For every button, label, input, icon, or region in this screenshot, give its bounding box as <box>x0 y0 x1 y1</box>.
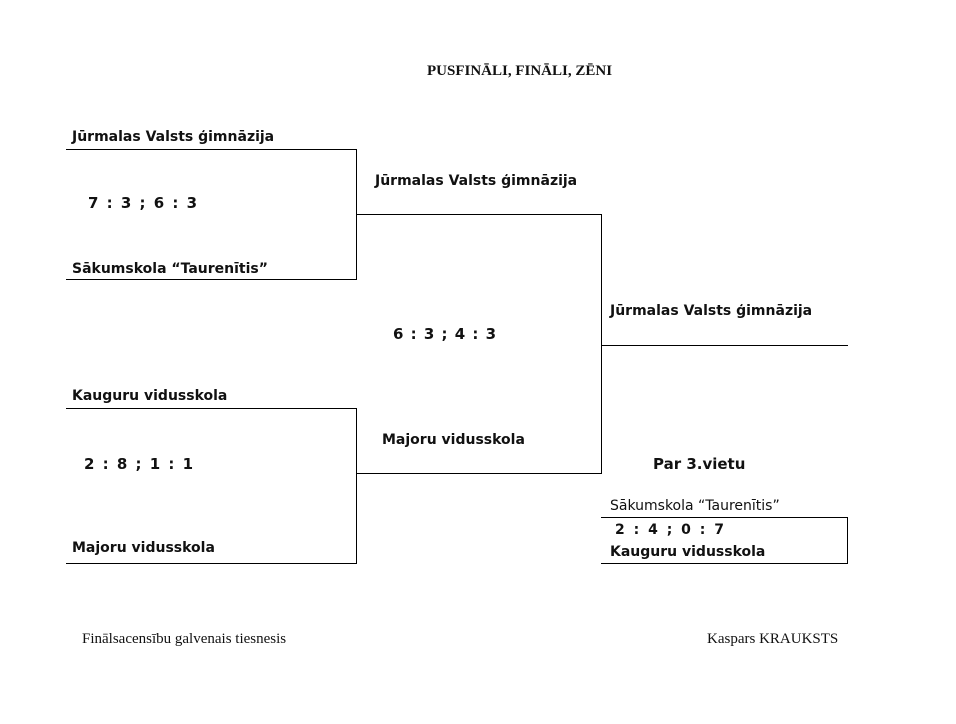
third-place-score: 2 : 4 ; 0 : 7 <box>615 522 725 538</box>
third-place-top-line <box>601 517 848 518</box>
final-bracket <box>601 214 602 474</box>
semifinal-2-team-a: Kauguru vidusskola <box>72 388 228 404</box>
third-place-bracket <box>847 517 848 563</box>
footer-role: Finālsacensību galvenais tiesnesis <box>82 631 287 647</box>
semifinal-2-score: 2 : 8 ; 1 : 1 <box>84 455 194 473</box>
semifinal-1-team-b: Sākumskola “Taurenītis” <box>72 261 268 277</box>
third-place-team-a: Sākumskola “Taurenītis” <box>610 498 780 514</box>
semifinal-1-top-line <box>66 149 356 150</box>
semifinal-1-team-a: Jūrmalas Valsts ģimnāzija <box>72 129 275 145</box>
third-place-bottom-line <box>601 563 848 564</box>
semifinal-1-score: 7 : 3 ; 6 : 3 <box>88 194 198 212</box>
semifinal-1-winner-line <box>356 214 601 215</box>
semifinal-2-winner-line <box>356 473 601 474</box>
semifinal-2-top-line <box>66 408 356 409</box>
final-score: 6 : 3 ; 4 : 3 <box>393 325 497 343</box>
semifinal-2-bracket <box>356 408 357 564</box>
third-place-heading: Par 3.vietu <box>653 455 746 473</box>
footer-name: Kaspars KRAUKSTS <box>707 631 839 647</box>
semifinal-2-bottom-line <box>66 563 356 564</box>
semifinal-2-winner: Majoru vidusskola <box>382 432 525 448</box>
third-place-team-b: Kauguru vidusskola <box>610 544 766 560</box>
semifinal-1-winner: Jūrmalas Valsts ģimnāzija <box>375 173 578 189</box>
semifinal-2-team-b: Majoru vidusskola <box>72 540 215 556</box>
final-winner: Jūrmalas Valsts ģimnāzija <box>610 303 813 319</box>
final-winner-line <box>601 345 848 346</box>
page-title: PUSFINĀLI, FINĀLI, ZĒNI <box>427 63 613 79</box>
semifinal-1-bottom-line <box>66 279 356 280</box>
